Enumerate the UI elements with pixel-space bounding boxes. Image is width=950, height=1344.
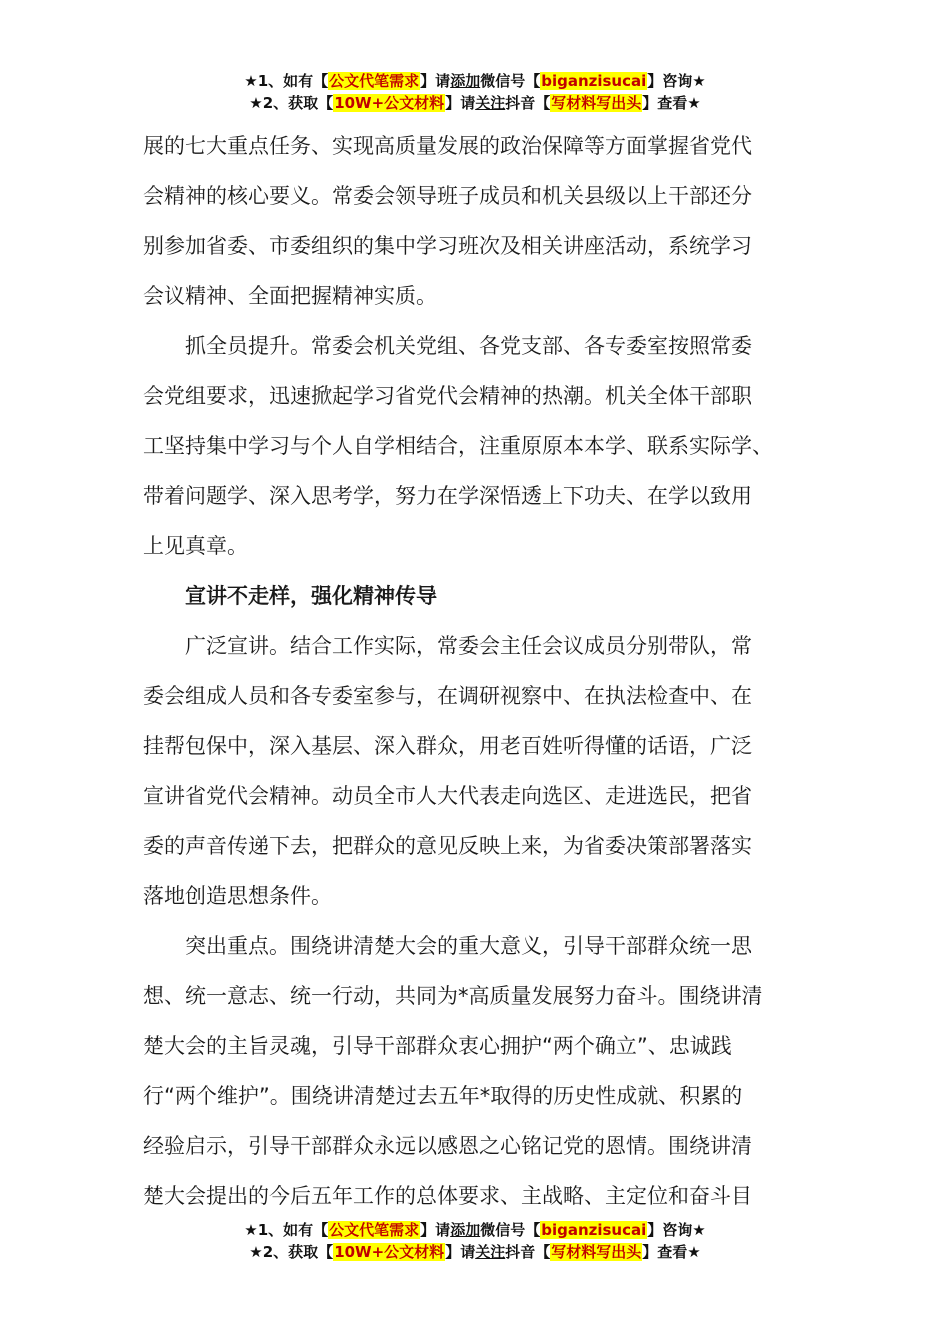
body-line: 会议精神、全面把握精神实质。 [143,284,437,308]
section-heading: 宣讲不走样，强化精神传导 [143,584,437,608]
banner-text: 】请 [445,1243,476,1261]
banner-line-2 [0,92,950,114]
banner-line-1 [0,70,950,92]
banner-line-1 [0,1219,950,1241]
body-line: 工坚持集中学习与个人自学相结合，注重原原本本学、联系实际学、 [143,434,773,458]
banner-text: ★2、获取【 [249,1243,334,1261]
banner-highlight: 公文代笔需求 [329,72,420,90]
banner-underline: 关注 [475,1243,506,1261]
banner-text: 】查看★ [642,94,701,112]
banner-highlight: 10W+公文材料 [334,94,445,112]
banner-underline: 添加 [450,72,481,90]
body-line: 展的七大重点任务、实现高质量发展的政治保障等方面掌握省党代 [143,134,752,158]
banner-text: ★2、获取【 [249,94,334,112]
body-line: 宣讲省党代会精神。动员全市人大代表走向选区、走进选民，把省 [143,784,752,808]
body-line: 楚大会提出的今后五年工作的总体要求、主战略、主定位和奋斗目 [143,1184,752,1208]
body-line: 委的声音传递下去，把群众的意见反映上来，为省委决策部署落实 [143,834,752,858]
body-line: 突出重点。围绕讲清楚大会的重大意义，引导干部群众统一思 [143,934,752,958]
banner-text: 】咨询★ [647,1221,706,1239]
banner-text: 】请 [420,72,451,90]
banner-highlight: 公文代笔需求 [329,1221,420,1239]
banner-line-2 [0,1241,950,1263]
banner-highlight: 写材料写出头 [551,1243,642,1261]
body-line: 抓全员提升。常委会机关党组、各党支部、各专委室按照常委 [143,334,752,358]
document-body [143,121,823,1221]
footer-banner [0,1219,950,1263]
body-line: 会党组要求，迅速掀起学习省党代会精神的热潮。机关全体干部职 [143,384,752,408]
body-line: 行“两个维护”。围绕讲清楚过去五年*取得的历史性成就、积累的 [143,1084,743,1108]
body-line: 带着问题学、深入思考学，努力在学深悟透上下功夫、在学以致用 [143,484,752,508]
banner-text: 】查看★ [642,1243,701,1261]
header-banner [0,70,950,114]
banner-highlight: 写材料写出头 [551,94,642,112]
body-line: 委会组成人员和各专委室参与，在调研视察中、在执法检查中、在 [143,684,752,708]
banner-text: 微信号【 [480,72,541,90]
body-line: 广泛宣讲。结合工作实际，常委会主任会议成员分别带队，常 [143,634,752,658]
banner-text: ★1、如有【 [244,1221,329,1239]
banner-text: 】咨询★ [647,72,706,90]
banner-underline: 关注 [475,94,506,112]
banner-underline: 添加 [450,1221,481,1239]
body-line: 经验启示，引导干部群众永远以感恩之心铭记党的恩情。围绕讲清 [143,1134,752,1158]
banner-text: 抖音【 [505,1243,551,1261]
banner-highlight: biganzisucai [541,72,647,90]
body-line: 别参加省委、市委组织的集中学习班次及相关讲座活动，系统学习 [143,234,752,258]
banner-text: 抖音【 [505,94,551,112]
banner-highlight: biganzisucai [541,1221,647,1239]
body-line: 落地创造思想条件。 [143,884,332,908]
banner-highlight: 10W+公文材料 [334,1243,445,1261]
body-line: 想、统一意志、统一行动，共同为*高质量发展努力奋斗。围绕讲清 [143,984,763,1008]
banner-text: ★1、如有【 [244,72,329,90]
body-line: 楚大会的主旨灵魂，引导干部群众衷心拥护“两个确立”、忠诚践 [143,1034,732,1058]
banner-text: 】请 [445,94,476,112]
banner-text: 微信号【 [480,1221,541,1239]
body-line: 挂帮包保中，深入基层、深入群众，用老百姓听得懂的话语，广泛 [143,734,752,758]
banner-text: 】请 [420,1221,451,1239]
body-line: 会精神的核心要义。常委会领导班子成员和机关县级以上干部还分 [143,184,752,208]
body-line: 上见真章。 [143,534,248,558]
